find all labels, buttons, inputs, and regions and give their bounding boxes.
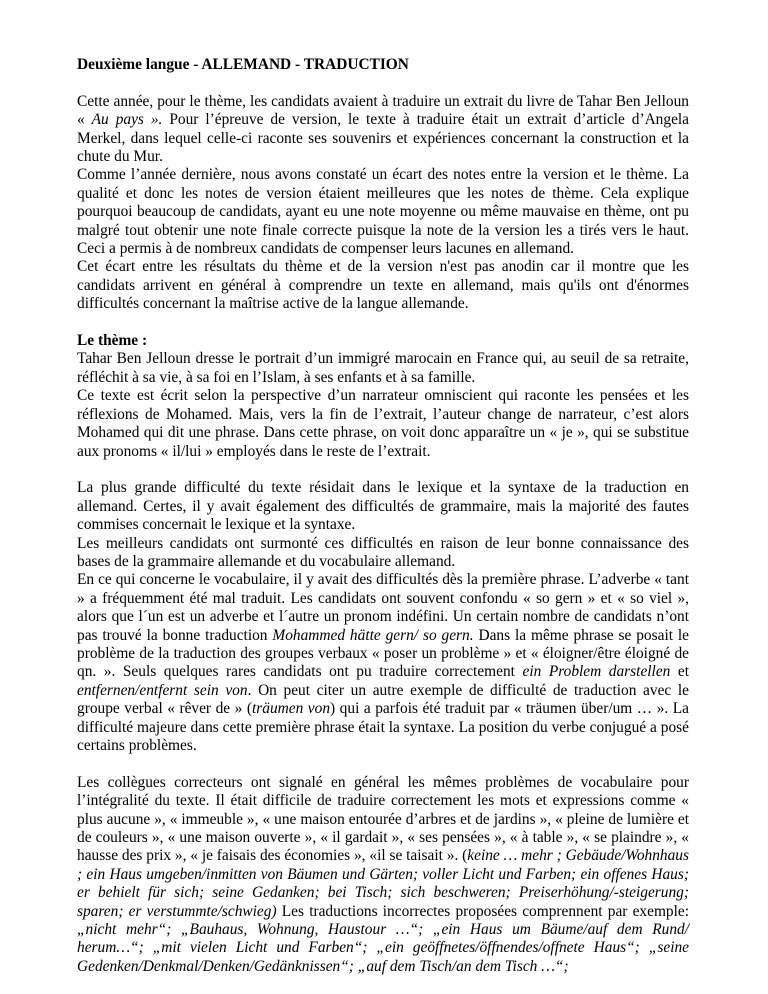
italic-text: träumen von — [251, 700, 331, 718]
body-text: . On peut citer un autre exemple de difficulté de traduction avec le groupe verbal « rêver de » ( — [77, 681, 689, 718]
theme-paragraph-6 — [77, 774, 689, 976]
body-text: et — [670, 663, 690, 681]
italic-text: entfernen/entfernt sein von — [77, 681, 248, 699]
italic-text: „nicht mehr“; „Bauhaus, Wohnung, Haustour …“; „ein Haus um Bäume/auf dem Rund/ herum…“; „mit vielen Licht und Farben“; „ein geöffnetes/öffnendes/offnete Haus“; „seine Gedenken/Denkmal/Denken/Gedänknissen“; „auf dem Tisch/an dem Tisch …“; — [77, 921, 689, 975]
document-title: Deuxième langue - ALLEMAND - TRADUCTION — [77, 56, 409, 73]
italic-text: ein Problem darstellen — [522, 663, 671, 681]
intro-paragraph-2: Comme l’année dernière, nous avons constaté un écart des notes entre la version et le thème. La qualité et donc les notes de version étaient meilleures que les notes de thème. Cela explique pourquoi beaucoup de candidats, ayant eu une note moyenne ou même mauvaise en thème, ont pu malgré tout obtenir une note finale correcte puisque la note de la version les a tirés vers le haut. Ceci a permis à de nombreux candidats de compenser leurs lacunes en allemand. — [77, 166, 689, 258]
italic-text: keine … mehr ; Gebäude/Wohnhaus ; ein Haus umgeben/inmitten von Bäumen und Gärten; voller Licht und Farben; ein offenes Haus; er behielt für sich; seine Gedanken; bei Tisch; sich beschweren; Preiserhöhung/-steigerung; sparen; er verstummte/schwieg) — [77, 847, 689, 920]
document-page — [77, 56, 689, 976]
body-text: Dans la même phrase se posait le problème de la traduction des groupes verbaux « poser un problème » et « éloigner/être éloigné de qn. ». Seuls quelques rares candidats ont pu traduire correctement — [77, 626, 689, 681]
body-text: Les collègues correcteurs ont signalé en général les mêmes problèmes de vocabulaire pour l’intégralité du texte. Il était difficile de traduire correctement les mots et expressions comme « plus aucune », « immeuble », « une maison entourée d’arbres et de jardins », « pleine de lumière et de couleurs », « une maison ouverte », « il gardait », « ses pensées », « à table », « se plaindre », « hausse des prix », « je faisais des économies », «il se taisait ». ( — [77, 773, 689, 865]
theme-paragraph-5 — [77, 571, 689, 755]
body-text: Les traductions incorrectes proposées comprennent par exemple: — [276, 902, 689, 920]
intro-paragraph-3: Cet écart entre les résultats du thème et de la version n'est pas anodin car il montre que les candidats arrivent en général à comprendre un texte en allemand, mais qu'ils ont d'énormes difficultés concernant la maîtrise active de la langue allemande. — [77, 258, 689, 313]
theme-paragraph-1: Tahar Ben Jelloun dresse le portrait d’un immigré marocain en France qui, au seuil de sa retraite, réfléchit à sa vie, à sa foi en l’Islam, à ses enfants et à sa famille. — [77, 350, 689, 386]
theme-paragraph-4: Les meilleurs candidats ont surmonté ces difficultés en raison de leur bonne connaissance des bases de la grammaire allemande et du vocabulaire allemand. — [77, 534, 689, 570]
intro-text: Pour l’épreuve de version, le texte à traduire était un extrait d’article d’Angela Merkel, dans lequel celle-ci raconte ses souvenirs et expériences concernant la construction et la chute du Mur. — [77, 111, 690, 166]
book-title: Au pays ». — [91, 111, 163, 129]
body-text: En ce qui concerne le vocabulaire, il y avait des difficultés dès la première phrase. L’adverbe « tant » a fréquemment été mal traduit. Les candidats ont souvent confondu « so gern » et « so viel », alors que l´un est un adverbe et l´autre un pronom indéfini. Un certain nombre de candidats n’ont pas trouvé la bonne traduction — [77, 571, 689, 644]
intro-paragraph-1 — [77, 93, 689, 167]
italic-text: Mohammed hätte gern/ so gern. — [272, 626, 474, 644]
intro-text: Cette année, pour le thème, les candidats avaient à traduire un extrait du livre de Tahar Ben Jelloun « — [77, 92, 689, 129]
body-text: ) qui a parfois été traduit par « träumen über/um … ». La difficulté majeure dans cette première phrase était la syntaxe. La position du verbe conjugué a posé certains problèmes. — [77, 700, 689, 754]
theme-paragraph-2: Ce texte est écrit selon la perspective d’un narrateur omniscient qui raconte les pensées et les réflexions de Mohamed. Mais, vers la fin de l’extrait, l’auteur change de narrateur, c’est alors Mohamed qui dit une phrase. Dans cette phrase, on voit donc apparaître un « je », qui se substitue aux pronoms « il/lui » employés dans le reste de l’extrait. — [77, 387, 689, 460]
theme-heading: Le thème : — [77, 332, 148, 350]
theme-paragraph-3: La plus grande difficulté du texte résidait dans le lexique et la syntaxe de la traduction en allemand. Certes, il y avait également des difficultés de grammaire, mais la majorité des fautes commises concernait le lexique et la syntaxe. — [77, 479, 689, 534]
